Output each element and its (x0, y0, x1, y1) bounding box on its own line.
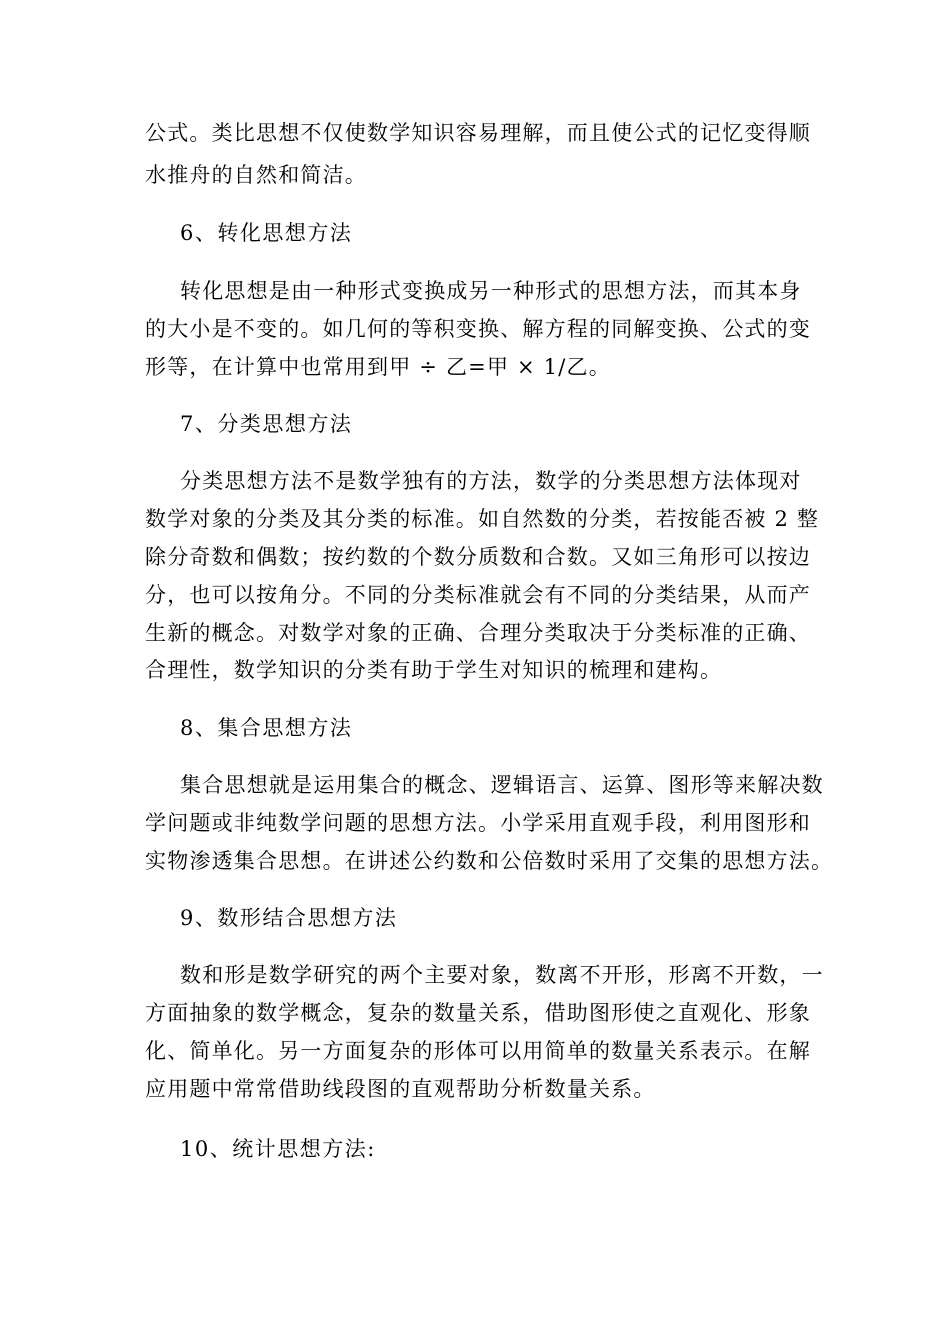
paragraph-line: 学问题或非纯数学问题的思想方法。小学采用直观手段，利用图形和 (145, 811, 811, 835)
paragraph-line: 数学对象的分类及其分类的标准。如自然数的分类，若按能否被 2 整 (145, 507, 820, 531)
paragraph-line: 化、简单化。另一方面复杂的形体可以用简单的数量关系表示。在解 (145, 1039, 811, 1063)
section-heading: 6、转化思想方法 (180, 221, 353, 245)
paragraph-line: 集合思想就是运用集合的概念、逻辑语言、运算、图形等来解决数 (180, 773, 824, 797)
section-heading: 10、统计思想方法: (180, 1137, 376, 1161)
paragraph-line: 除分奇数和偶数；按约数的个数分质数和合数。又如三角形可以按边 (145, 545, 811, 569)
paragraph-line: 合理性，数学知识的分类有助于学生对知识的梳理和建构。 (145, 658, 723, 682)
paragraph-line: 公式。类比思想不仅使数学知识容易理解，而且使公式的记忆变得顺 (145, 121, 811, 145)
paragraph-line: 水推舟的自然和简洁。 (145, 163, 367, 187)
paragraph-line: 数和形是数学研究的两个主要对象，数离不开形，形离不开数，一 (180, 963, 824, 987)
paragraph-line: 实物渗透集合思想。在讲述公约数和公倍数时采用了交集的思想方法。 (145, 849, 834, 873)
paragraph-line: 形等，在计算中也常用到甲 ÷ 乙=甲 × 1/乙。 (145, 355, 611, 379)
paragraph-line: 方面抽象的数学概念，复杂的数量关系，借助图形使之直观化、形象 (145, 1001, 811, 1025)
section-heading: 8、集合思想方法 (180, 716, 353, 740)
paragraph-line: 分，也可以按角分。不同的分类标准就会有不同的分类结果，从而产 (145, 583, 811, 607)
paragraph-line: 转化思想是由一种形式变换成另一种形式的思想方法，而其本身 (180, 279, 802, 303)
paragraph-line: 生新的概念。对数学对象的正确、合理分类取决于分类标准的正确、 (145, 621, 811, 645)
paragraph-line: 分类思想方法不是数学独有的方法，数学的分类思想方法体现对 (180, 469, 802, 493)
paragraph-line: 应用题中常常借助线段图的直观帮助分析数量关系。 (145, 1077, 656, 1101)
paragraph-line: 的大小是不变的。如几何的等积变换、解方程的同解变换、公式的变 (145, 317, 811, 341)
section-heading: 7、分类思想方法 (180, 412, 353, 436)
section-heading: 9、数形结合思想方法 (180, 906, 398, 930)
